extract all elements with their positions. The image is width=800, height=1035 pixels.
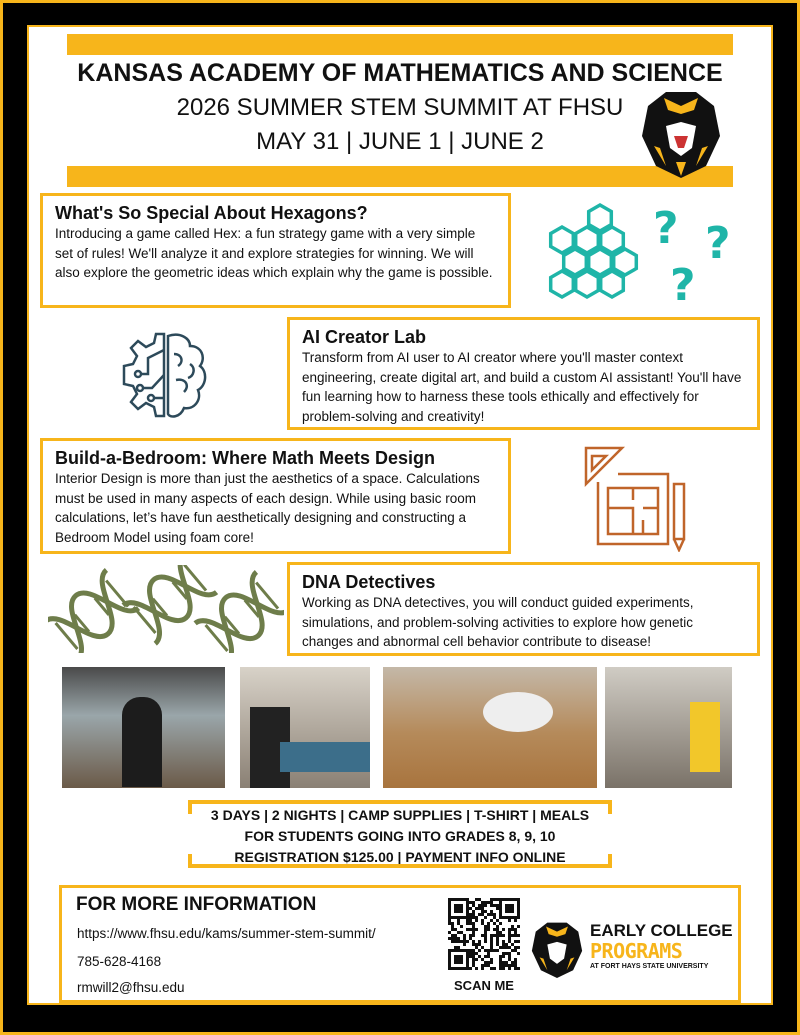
hexagon-shape: [576, 271, 599, 297]
tiger-mascot-icon: [636, 86, 726, 180]
photo-presenter: [605, 667, 732, 788]
svg-text:?: ?: [705, 218, 731, 269]
session-title: AI Creator Lab: [302, 327, 427, 347]
dna-strand: [123, 565, 216, 644]
contact-heading: FOR MORE INFORMATION: [76, 894, 317, 915]
session-card-ai-lab: [287, 317, 760, 430]
contact-box: [59, 885, 741, 1003]
blueprint-ruler-icon: [578, 444, 690, 552]
dna-strand: [195, 572, 284, 653]
photo-vr-student: [62, 667, 225, 788]
session-description: Introducing a game called Hex: a fun strategy game with a very simple set of rules! We'll analyze it and explore strategies for winning. We will also explore the geometric ideas which explain why the game is possible.: [55, 226, 493, 280]
svg-text:?: ?: [670, 260, 696, 308]
hexagon-shape: [601, 271, 624, 297]
hexagon-shape: [601, 227, 624, 253]
session-title: Build-a-Bedroom: Where Math Meets Design: [55, 448, 436, 468]
session-description: Interior Design is more than just the aesthetics of a space. Calculations must be used in many aspects of each design. While using basic room calculations, let’s have fun aesthetically designing and constructing a Bedroom Model using foam core!: [55, 471, 480, 545]
hexagon-shape: [576, 227, 599, 253]
hexagon-shape: [551, 227, 574, 253]
session-card-dna: [287, 562, 760, 656]
bottom-gold-bar: [67, 166, 733, 187]
tiger-logo-icon: [528, 910, 586, 988]
details-line: 3 DAYS | 2 NIGHTS | CAMP SUPPLIES | T-SHIRT | MEALS: [210, 807, 590, 823]
page-title: KANSAS ACADEMY OF MATHEMATICS AND SCIENCE: [77, 59, 723, 87]
qr-code-icon[interactable]: [448, 898, 520, 970]
scan-me-label: SCAN ME: [454, 978, 514, 993]
session-card-hexagons: [40, 193, 511, 308]
logo-line-1: EARLY COLLEGE: [590, 921, 733, 940]
logo-line-3: AT FORT HAYS STATE UNIVERSITY: [590, 963, 709, 970]
hexagons-question-icon: [540, 198, 740, 308]
dna-helix-icon: [48, 565, 284, 653]
website-link[interactable]: https://www.fhsu.edu/kams/summer-stem-summit/: [77, 926, 376, 941]
photo-students-table: [240, 667, 370, 788]
session-description: Transform from AI user to AI creator where you'll master context engineering, create digital art, and build a custom AI assistant! You'll have fun learning how to harness these tools ethically and effectively for problem-solving and creativity!: [302, 350, 742, 424]
program-details: [188, 800, 612, 868]
logo-line-2: PROGRAMS: [590, 939, 683, 963]
hexagon-shape: [589, 249, 612, 275]
subtitle: 2026 SUMMER STEM SUMMIT AT FHSU: [176, 94, 624, 121]
session-title: What's So Special About Hexagons?: [55, 203, 368, 223]
hexagon-shape: [564, 249, 587, 275]
phone-number: 785-628-4168: [77, 954, 162, 969]
svg-text:?: ?: [653, 203, 679, 254]
session-description: Working as DNA detectives, you will conduct guided experiments, simulations, and problem-solving activities to explore how genetic changes and abnormal cell behavior contribute to disease!: [302, 595, 694, 649]
photo-rocket-demo: [383, 667, 597, 788]
dna-strand: [48, 570, 139, 653]
details-line: REGISTRATION $125.00 | PAYMENT INFO ONLINE: [234, 849, 566, 865]
session-title: DNA Detectives: [302, 572, 436, 592]
hexagon-shape: [551, 271, 574, 297]
top-gold-bar: [67, 34, 733, 55]
ai-brain-gear-icon: [118, 328, 214, 422]
hexagon-shape: [614, 249, 637, 275]
email-link[interactable]: rmwill2@fhsu.edu: [77, 980, 185, 995]
session-card-bedroom: [40, 438, 511, 554]
hexagon-shape: [589, 205, 612, 231]
details-line: FOR STUDENTS GOING INTO GRADES 8, 9, 10: [244, 828, 556, 844]
event-dates: MAY 31 | JUNE 1 | JUNE 2: [256, 128, 544, 155]
